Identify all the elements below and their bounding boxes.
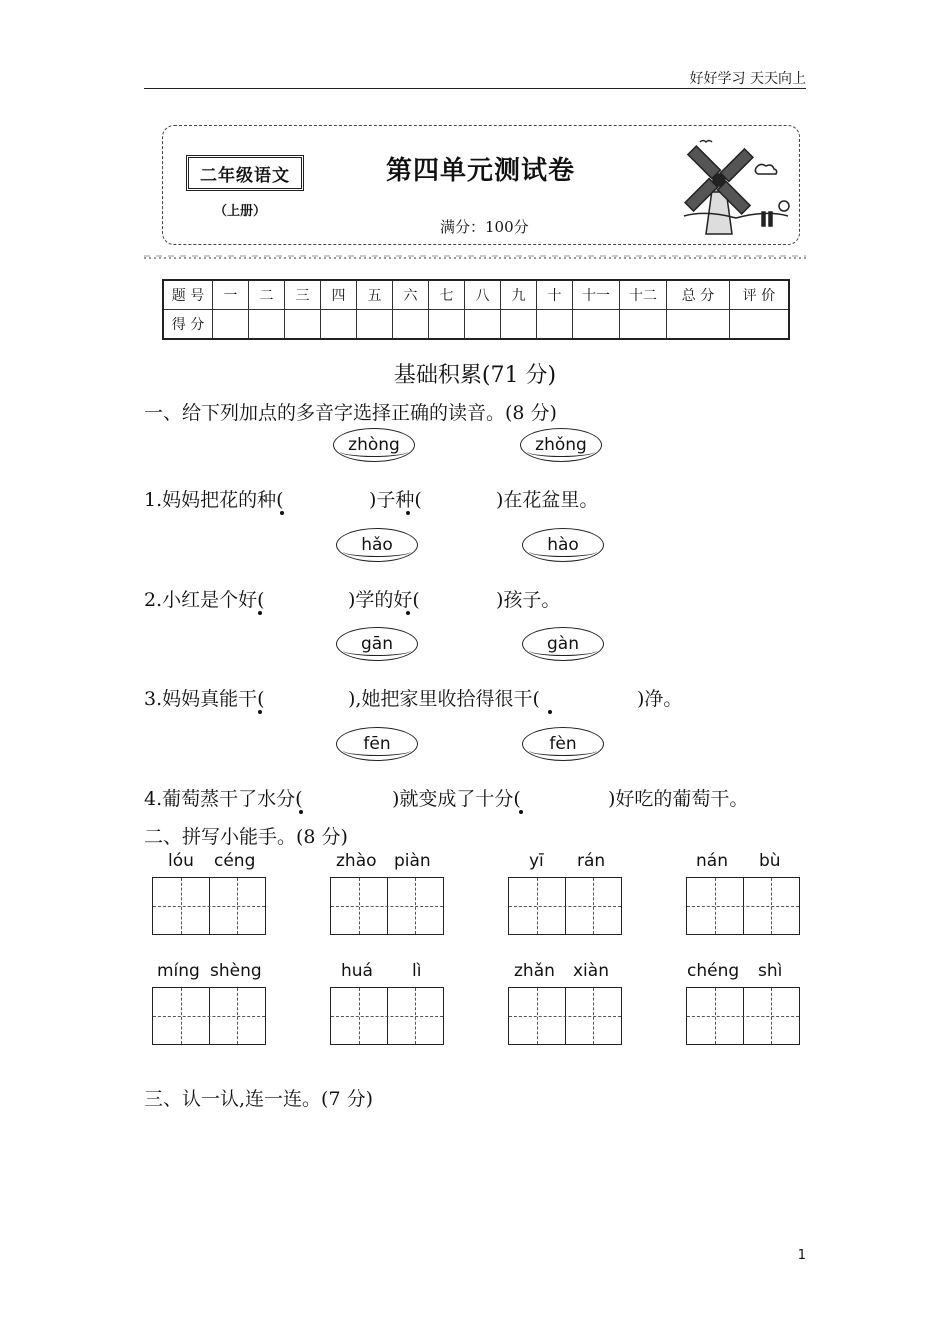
score-input-cell[interactable] xyxy=(429,310,465,340)
score-input-cell[interactable] xyxy=(393,310,429,340)
question-3-title: 三、认一认,连一连。(7 分) xyxy=(144,1088,373,1110)
page-number: 1 xyxy=(797,1248,806,1263)
sentence-segment: 1.妈妈把花的种( xyxy=(144,489,284,511)
score-input-cell[interactable] xyxy=(213,310,249,340)
score-input-cell[interactable] xyxy=(537,310,573,340)
table-cell: 七 xyxy=(429,280,465,310)
table-cell: 十二 xyxy=(620,280,667,310)
pinyin-label: lóu xyxy=(168,851,194,871)
pinyin-label: rán xyxy=(577,851,606,871)
table-cell: 评 价 xyxy=(730,280,790,310)
emphasis-dot xyxy=(280,511,284,515)
table-cell: 三 xyxy=(285,280,321,310)
sentence-segment: )孩子。 xyxy=(496,589,561,611)
emphasis-dot xyxy=(258,710,262,714)
pinyin-option: hǎo xyxy=(336,528,418,562)
pinyin-label: piàn xyxy=(394,851,431,871)
table-cell: 二 xyxy=(249,280,285,310)
table-cell: 四 xyxy=(321,280,357,310)
sentence-segment: )子种( xyxy=(369,489,422,511)
sentence-segment: 4.葡萄蒸干了水分( xyxy=(144,788,303,810)
emphasis-dot xyxy=(548,710,552,714)
score-input-cell[interactable] xyxy=(501,310,537,340)
score-input-cell[interactable] xyxy=(285,310,321,340)
grade-label: 二年级语文 xyxy=(186,155,304,191)
score-table-header-row xyxy=(163,280,789,310)
volume-label: （上册） xyxy=(214,204,267,219)
table-cell: 六 xyxy=(393,280,429,310)
emphasis-dot xyxy=(299,810,303,814)
emphasis-dot xyxy=(258,611,262,615)
pinyin-label: xiàn xyxy=(573,961,609,981)
page-title: 第四单元测试卷 xyxy=(386,156,576,186)
pinyin-option: fēn xyxy=(336,727,418,761)
table-cell: 得 分 xyxy=(163,310,213,340)
sentence-segment: )就变成了十分( xyxy=(392,788,521,810)
pinyin-label: yī xyxy=(529,851,544,871)
pinyin-label: shì xyxy=(758,961,783,981)
header-rule xyxy=(144,88,806,89)
emphasis-dot xyxy=(406,611,410,615)
table-cell: 五 xyxy=(357,280,393,310)
pinyin-label: nán xyxy=(696,851,728,871)
full-score-label: 满分：100分 xyxy=(440,218,529,236)
pinyin-option: fèn xyxy=(522,727,604,761)
pinyin-label: bù xyxy=(759,851,781,871)
score-input-cell[interactable] xyxy=(730,310,790,340)
dotted-divider xyxy=(144,255,806,261)
table-cell: 总 分 xyxy=(667,280,730,310)
writing-grid[interactable] xyxy=(330,987,444,1045)
pinyin-label: míng xyxy=(157,961,200,981)
score-input-cell[interactable] xyxy=(667,310,730,340)
score-input-cell[interactable] xyxy=(357,310,393,340)
pinyin-label: chéng xyxy=(687,961,740,981)
pinyin-label: lì xyxy=(412,961,422,981)
writing-grid[interactable] xyxy=(330,877,444,935)
sentence-segment: 2.小红是个好( xyxy=(144,589,265,611)
table-cell: 八 xyxy=(465,280,501,310)
sentence-segment: )在花盆里。 xyxy=(496,489,599,511)
score-input-cell[interactable] xyxy=(249,310,285,340)
table-cell: 题 号 xyxy=(163,280,213,310)
pinyin-option: gàn xyxy=(522,627,604,661)
section-heading: 基础积累(71 分) xyxy=(393,363,557,388)
writing-grid[interactable] xyxy=(152,987,266,1045)
pinyin-label: zhǎn xyxy=(514,961,555,981)
score-input-cell[interactable] xyxy=(321,310,357,340)
pinyin-label: shèng xyxy=(210,961,262,981)
score-input-cell[interactable] xyxy=(620,310,667,340)
writing-grid[interactable] xyxy=(508,987,622,1045)
writing-grid[interactable] xyxy=(686,987,800,1045)
question-1-title: 一、给下列加点的多音字选择正确的读音。(8 分) xyxy=(144,402,557,424)
writing-grid[interactable] xyxy=(152,877,266,935)
sentence-segment: 3.妈妈真能干( xyxy=(144,688,265,710)
sentence-segment: )净。 xyxy=(637,688,683,710)
pinyin-label: zhào xyxy=(336,851,377,871)
writing-grid[interactable] xyxy=(508,877,622,935)
emphasis-dot xyxy=(519,810,523,814)
header-motto: 好好学习 天天向上 xyxy=(689,71,806,87)
score-input-cell[interactable] xyxy=(573,310,620,340)
sentence-segment: )好吃的葡萄干。 xyxy=(608,788,749,810)
windmill-illustration xyxy=(676,132,796,236)
score-table xyxy=(162,279,790,340)
table-cell: 十一 xyxy=(573,280,620,310)
question-2-title: 二、拼写小能手。(8 分) xyxy=(144,826,348,848)
writing-grid[interactable] xyxy=(686,877,800,935)
table-cell: 一 xyxy=(213,280,249,310)
score-table-score-row xyxy=(163,310,789,340)
table-cell: 九 xyxy=(501,280,537,310)
table-cell: 十 xyxy=(537,280,573,310)
pinyin-option: zhǒng xyxy=(520,428,602,462)
score-input-cell[interactable] xyxy=(465,310,501,340)
pinyin-option: gān xyxy=(336,627,418,661)
sentence-segment: )学的好( xyxy=(348,589,420,611)
pinyin-label: huá xyxy=(341,961,373,981)
pinyin-option: zhòng xyxy=(333,428,415,462)
pinyin-option: hào xyxy=(522,528,604,562)
pinyin-label: céng xyxy=(214,851,256,871)
sentence-segment: ),她把家里收拾得很干( xyxy=(348,688,540,710)
emphasis-dot xyxy=(406,511,410,515)
